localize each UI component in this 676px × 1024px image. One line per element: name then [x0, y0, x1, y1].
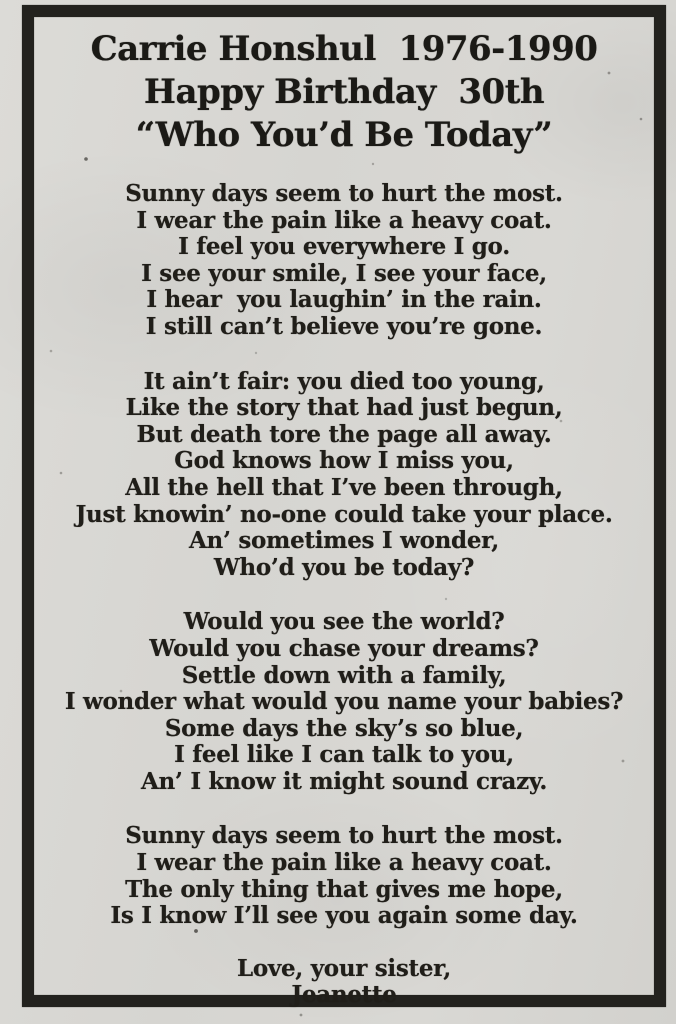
poem-line: It ain’t fair: you died too young,	[143, 367, 545, 395]
poem-line: I feel you everywhere I go.	[178, 233, 510, 261]
poem-line: But death tore the page all away.	[136, 420, 552, 448]
poem-line: Sunny days seem to hurt the most.	[125, 822, 563, 850]
signature-block	[34, 956, 654, 1009]
poem-line: I hear you laughin’ in the rain.	[146, 286, 542, 314]
poem-line: I still can’t believe you’re gone.	[145, 312, 543, 340]
poem-line: The only thing that gives me hope,	[125, 875, 563, 903]
poem-line: Would you see the world?	[183, 608, 505, 636]
title-birthday-line: Happy Birthday 30th	[143, 72, 545, 112]
poem-line: I feel like I can talk to you,	[174, 741, 514, 769]
poem-line: I wear the pain like a heavy coat.	[136, 849, 552, 877]
poem-line: Who’d you be today?	[213, 553, 475, 581]
title-song-line: “Who You’d Be Today”	[135, 115, 553, 155]
poem-line: Like the story that had just begun,	[125, 394, 563, 422]
poem-line: I wear the pain like a heavy coat.	[136, 206, 552, 234]
poem-line: All the hell that I’ve been through,	[125, 473, 563, 501]
memorial-header	[34, 17, 654, 157]
poem	[34, 181, 654, 930]
poem-line: Sunny days seem to hurt the most.	[125, 180, 563, 207]
title-name-dates-line: Carrie Honshul 1976-1990	[90, 29, 598, 69]
poem-line: I see your smile, I see your face,	[141, 259, 547, 287]
signature-line: Love, your sister,	[236, 954, 452, 982]
memorial-notice	[34, 17, 654, 1009]
paper-speckles	[0, 0, 2, 2]
poem-line: Some days the sky’s so blue,	[164, 714, 524, 742]
poem-stanza	[34, 823, 654, 929]
signature-name: Jeanette	[291, 981, 397, 1009]
poem-line: God knows how I miss you,	[174, 447, 514, 475]
poem-line: Would you chase your dreams?	[149, 634, 539, 662]
poem-line: An’ sometimes I wonder,	[188, 527, 500, 555]
poem-stanza	[34, 609, 654, 795]
poem-line: I wonder what would you name your babies?	[64, 688, 624, 716]
poem-line: Settle down with a family,	[181, 661, 507, 689]
poem-line: Just knowin’ no-one could take your place.	[75, 500, 613, 528]
poem-line: An’ I know it might sound crazy.	[140, 767, 548, 795]
poem-stanza	[34, 369, 654, 582]
poem-stanza	[34, 181, 654, 341]
poem-line: Is I know I’ll see you again some day.	[110, 902, 578, 930]
